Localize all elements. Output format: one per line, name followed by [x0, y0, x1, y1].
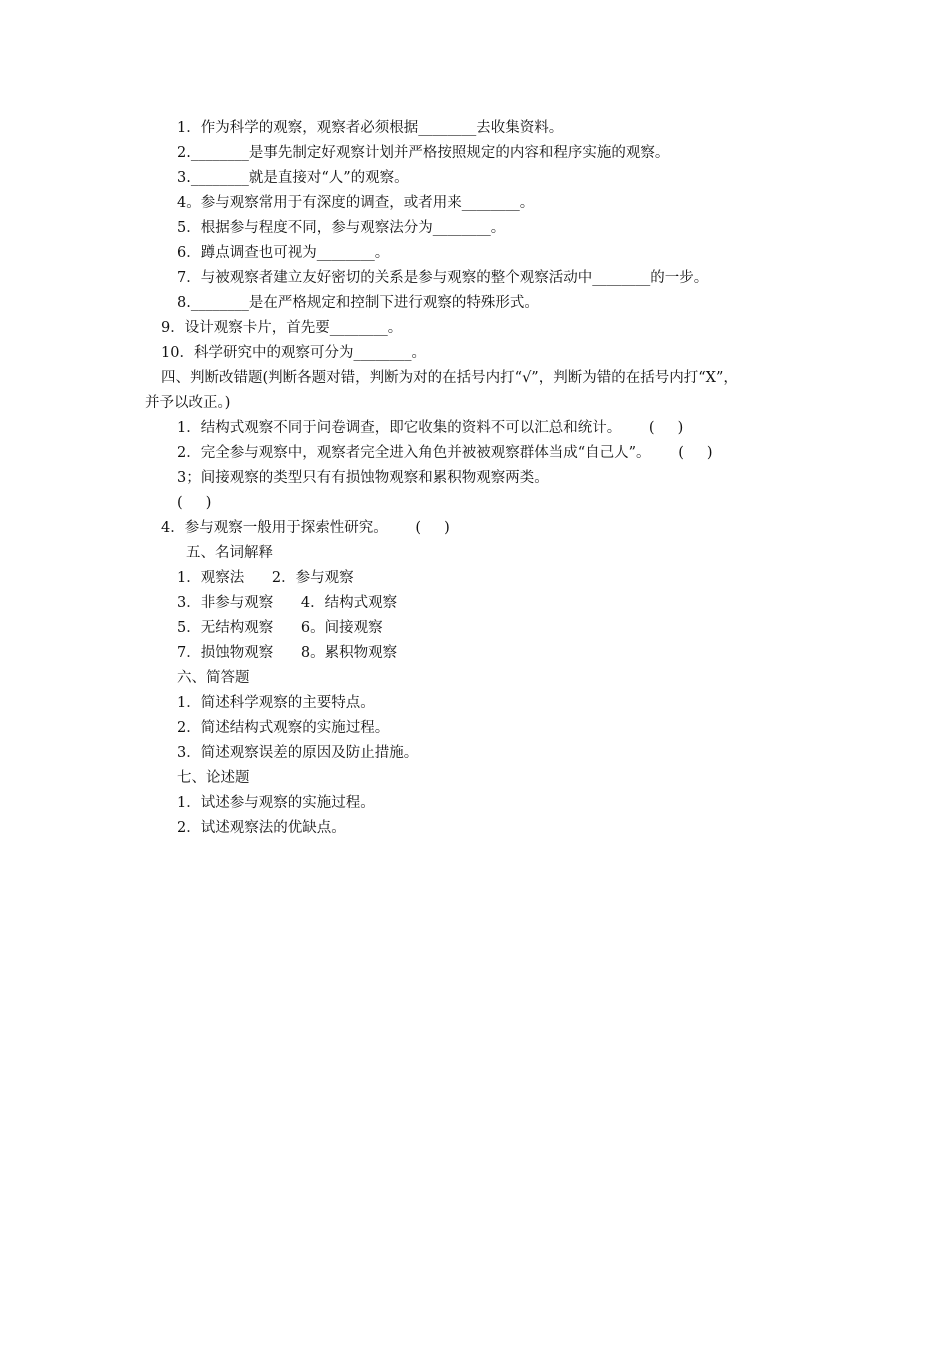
true-false-heading: 四、判断改错题(判断各题对错，判断为对的在括号内打“√”，判断为错的在括号内打“X”， [161, 370, 738, 386]
true-false-q1: 1．结构式观察不同于问卷调查，即它收集的资料不可以汇总和统计。 ( ) [177, 420, 684, 436]
fill-blank-q9: 9．设计观察卡片，首先要________。 [161, 320, 403, 336]
fill-blank-q6: 6．蹲点调查也可视为________。 [177, 245, 390, 261]
fill-blank-q10: 10．科学研究中的观察可分为________。 [161, 345, 426, 361]
fill-blank-q8: 8.________是在严格规定和控制下进行观察的特殊形式。 [177, 295, 539, 311]
short-answer-q1: 1．简述科学观察的主要特点。 [177, 695, 375, 711]
essay-q2: 2．试述观察法的优缺点。 [177, 820, 346, 836]
terms-row: 3．非参与观察 4．结构式观察 [177, 595, 398, 611]
short-answer-heading: 六、简答题 [177, 670, 250, 686]
true-false-q3-bracket: ( ) [177, 495, 212, 511]
essay-q1: 1．试述参与观察的实施过程。 [177, 795, 375, 811]
fill-blank-q7: 7．与被观察者建立友好密切的关系是参与观察的整个观察活动中________的一步。 [177, 270, 709, 286]
terms-row: 5．无结构观察 6。间接观察 [177, 620, 383, 636]
fill-blank-q2: 2.________是事先制定好观察计划并严格按照规定的内容和程序实施的观察。 [177, 145, 670, 161]
fill-blank-q1: 1．作为科学的观察，观察者必须根据________去收集资料。 [177, 120, 564, 136]
terms-row: 1．观察法 2．参与观察 [177, 570, 354, 586]
fill-blank-q3: 3.________就是直接对“人”的观察。 [177, 170, 409, 186]
fill-blank-q5: 5．根据参与程度不同，参与观察法分为________。 [177, 220, 506, 236]
fill-blank-q4: 4。参与观察常用于有深度的调查，或者用来________。 [177, 195, 535, 211]
true-false-q2: 2．完全参与观察中，观察者完全进入角色并被被观察群体当成“自己人”。 ( ) [177, 445, 713, 461]
short-answer-q2: 2．简述结构式观察的实施过程。 [177, 720, 390, 736]
terms-row: 7．损蚀物观察 8。累积物观察 [177, 645, 398, 661]
true-false-q4: 4．参与观察一般用于探索性研究。 ( ) [161, 520, 450, 536]
essay-heading: 七、论述题 [177, 770, 250, 786]
terms-heading: 五、名词解释 [186, 545, 273, 561]
short-answer-q3: 3．简述观察误差的原因及防止措施。 [177, 745, 419, 761]
true-false-q3: 3；间接观察的类型只有有损蚀物观察和累积物观察两类。 [177, 470, 549, 486]
true-false-heading-cont: 并予以改正。) [145, 395, 231, 411]
